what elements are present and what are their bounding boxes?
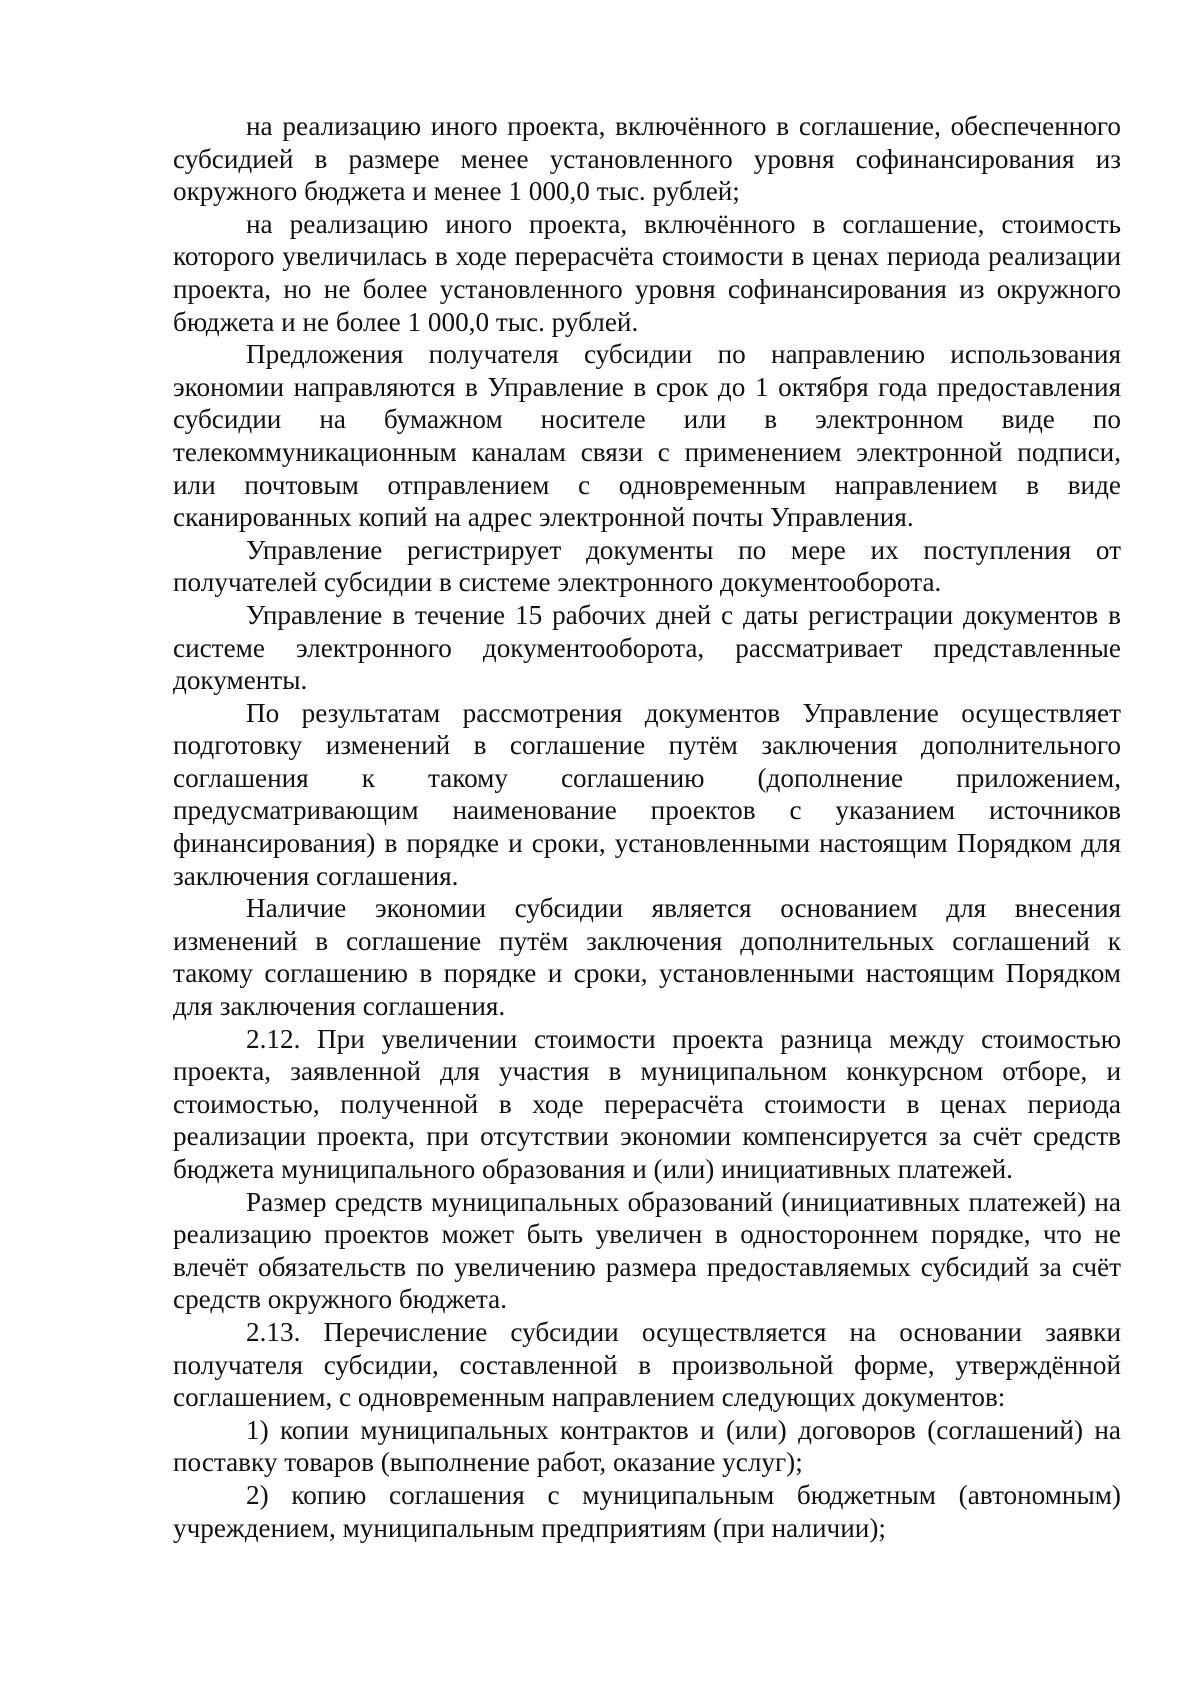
paragraph-clause-2-13: 2.13. Перечисление субсидии осуществляется на основании заявки получателя субсидии, составленной в произвольной форме, утверждённой соглашением, с одновременным направлением следующих документов: (173, 1316, 1121, 1413)
paragraph-clause-2-12: 2.12. При увеличении стоимости проекта разница между стоимостью проекта, заявленной для участия в муниципальном конкурсном отборе, и стоимостью, полученной в ходе перерасчёта стоимости в ценах периода реализации проекта, при отсутствии экономии компенсируется за счёт средств бюджета муниципального образования и (или) инициативных платежей. (173, 1023, 1121, 1184)
paragraph-7: Наличие экономии субсидии является основанием для внесения изменений в соглашение путём заключения дополнительных соглашений к такому соглашению в порядке и сроки, установленными настоящим Порядком для заключения соглашения. (173, 893, 1121, 1022)
list-item-1: 1) копии муниципальных контрактов и (или) договоров (соглашений) на поставку товаров (выполнение работ, оказание услуг); (173, 1414, 1121, 1478)
paragraph-1: на реализацию иного проекта, включённого в соглашение, обеспеченного субсидией в размере менее установленного уровня софинансирования из окружного бюджета и менее 1 000,0 тыс. рублей; (173, 111, 1121, 207)
list-item-2: 2) копию соглашения с муниципальным бюджетным (автономным) учреждением, муниципальным предприятиям (при наличии); (173, 1479, 1121, 1543)
paragraph-6: По результатам рассмотрения документов Управление осуществляет подготовку изменений в соглашение путём заключения дополнительного соглашения к такому соглашению (дополнение приложением, предусматривающим наименование проектов с указанием источников финансирования) в порядке и сроки, установленными настоящим Порядком для заключения соглашения. (173, 697, 1121, 891)
paragraph-9: Размер средств муниципальных образований (инициативных платежей) на реализацию проектов может быть увеличен в одностороннем порядке, что не влечёт обязательств по увеличению размера предоставляемых субсидий за счёт средств окружного бюджета. (173, 1186, 1121, 1315)
paragraph-4: Управление регистрирует документы по мере их поступления от получателей субсидии в системе электронного документооборота. (173, 534, 1121, 598)
paragraph-5: Управление в течение 15 рабочих дней с даты регистрации документов в системе электронного документооборота, рассматривает представленные документы. (173, 599, 1121, 696)
document-page (173, 110, 1121, 1544)
paragraph-3: Предложения получателя субсидии по направлению использования экономии направляются в Управление в срок до 1 октября года предоставления субсидии на бумажном носителе или в электронном виде по телекоммуникационным каналам связи с применением электронной подписи, или почтовым отправлением с одновременным направлением в виде сканированных копий на адрес электронной почты Управления. (173, 339, 1121, 533)
paragraph-2: на реализацию иного проекта, включённого в соглашение, стоимость которого увеличилась в ходе перерасчёта стоимости в ценах периода реализации проекта, но не более установленного уровня софинансирования из окружного бюджета и не более 1 000,0 тыс. рублей. (173, 208, 1121, 337)
